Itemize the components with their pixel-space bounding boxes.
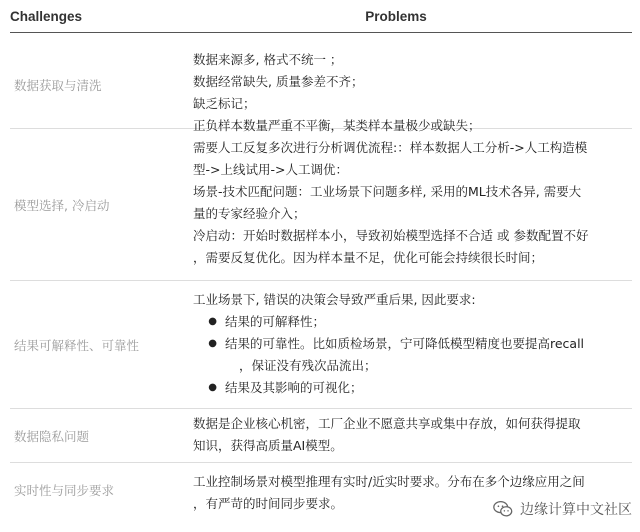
challenge-cell: 模型选择, 冷启动 — [14, 197, 110, 213]
wechat-icon — [492, 498, 514, 520]
bullet-dot-icon: ● — [208, 316, 217, 327]
bullet-continuation: ，保证没有残次品流出； — [239, 358, 377, 373]
problem-line: ，需要反复优化。因为样本量不足，优化可能会持续很长时间； — [193, 250, 544, 265]
table-row — [10, 129, 632, 281]
problems-cell — [185, 281, 632, 408]
problem-line: 工业场景下, 错误的决策会导致严重后果, 因此要求: — [193, 292, 476, 307]
challenges-table — [10, 0, 632, 517]
bullet-dot-icon: ● — [208, 382, 217, 393]
problem-line: 型->上线试用->人工调优： — [193, 162, 348, 177]
challenge-cell: 数据隐私问题 — [14, 428, 90, 444]
problem-line: 数据来源多, 格式不统一 ； — [193, 52, 343, 67]
table-row — [10, 409, 632, 463]
problem-line: 场景-技术匹配问题：工业场景下问题多样, 采用的ML技术各异, 需要大 — [193, 184, 582, 199]
header-challenges: Challenges — [10, 8, 83, 24]
bullet-item — [193, 333, 632, 355]
header-problems: Problems — [365, 8, 427, 24]
problem-line: ，有严苛的时间同步要求。 — [193, 496, 344, 511]
challenge-cell: 数据获取与清洗 — [14, 77, 102, 93]
problem-line: 需要人工反复多次进行分析调优流程:：样本数据人工分析->人工构造模 — [193, 140, 588, 155]
problems-cell — [185, 409, 632, 462]
problem-line: 知识，获得高质量AI模型。 — [193, 438, 343, 453]
bullet-dot-icon: ● — [208, 338, 217, 349]
problems-cell — [185, 129, 632, 280]
bullet-text: 结果的可解释性； — [225, 314, 326, 329]
challenge-cell: 实时性与同步要求 — [14, 483, 115, 498]
problem-line: 冷启动：开始时数据样本小，导致初始模型选择不合适 或 参数配置不好 — [193, 228, 589, 243]
table-row — [10, 281, 632, 409]
problems-cell — [185, 41, 632, 133]
challenge-cell: 结果可解释性、可靠性 — [14, 337, 140, 353]
watermark-text: 边缘计算中文社区 — [520, 502, 632, 518]
bullet-item — [193, 377, 632, 399]
problem-line: 数据经常缺失, 质量参差不齐； — [193, 74, 364, 89]
watermark — [492, 498, 632, 520]
table-header — [10, 0, 632, 33]
table-row — [10, 33, 632, 133]
problem-line: 量的专家经验介入； — [193, 206, 306, 221]
bullet-text: 结果的可靠性。比如质检场景，宁可降低模型精度也要提高recall — [225, 336, 585, 351]
bullet-text: 结果及其影响的可视化； — [225, 380, 363, 395]
bullet-item — [193, 311, 632, 333]
problem-line: 正负样本数量严重不平衡，某类样本量极少或缺失； — [193, 118, 481, 133]
problem-line: 工业控制场景对模型推理有实时/近实时要求。分布在多个边缘应用之间 — [193, 474, 585, 489]
problem-line: 缺乏标记； — [193, 96, 256, 111]
problem-line: 数据是企业核心机密，工厂企业不愿意共享或集中存放，如何获得提取 — [193, 416, 581, 431]
